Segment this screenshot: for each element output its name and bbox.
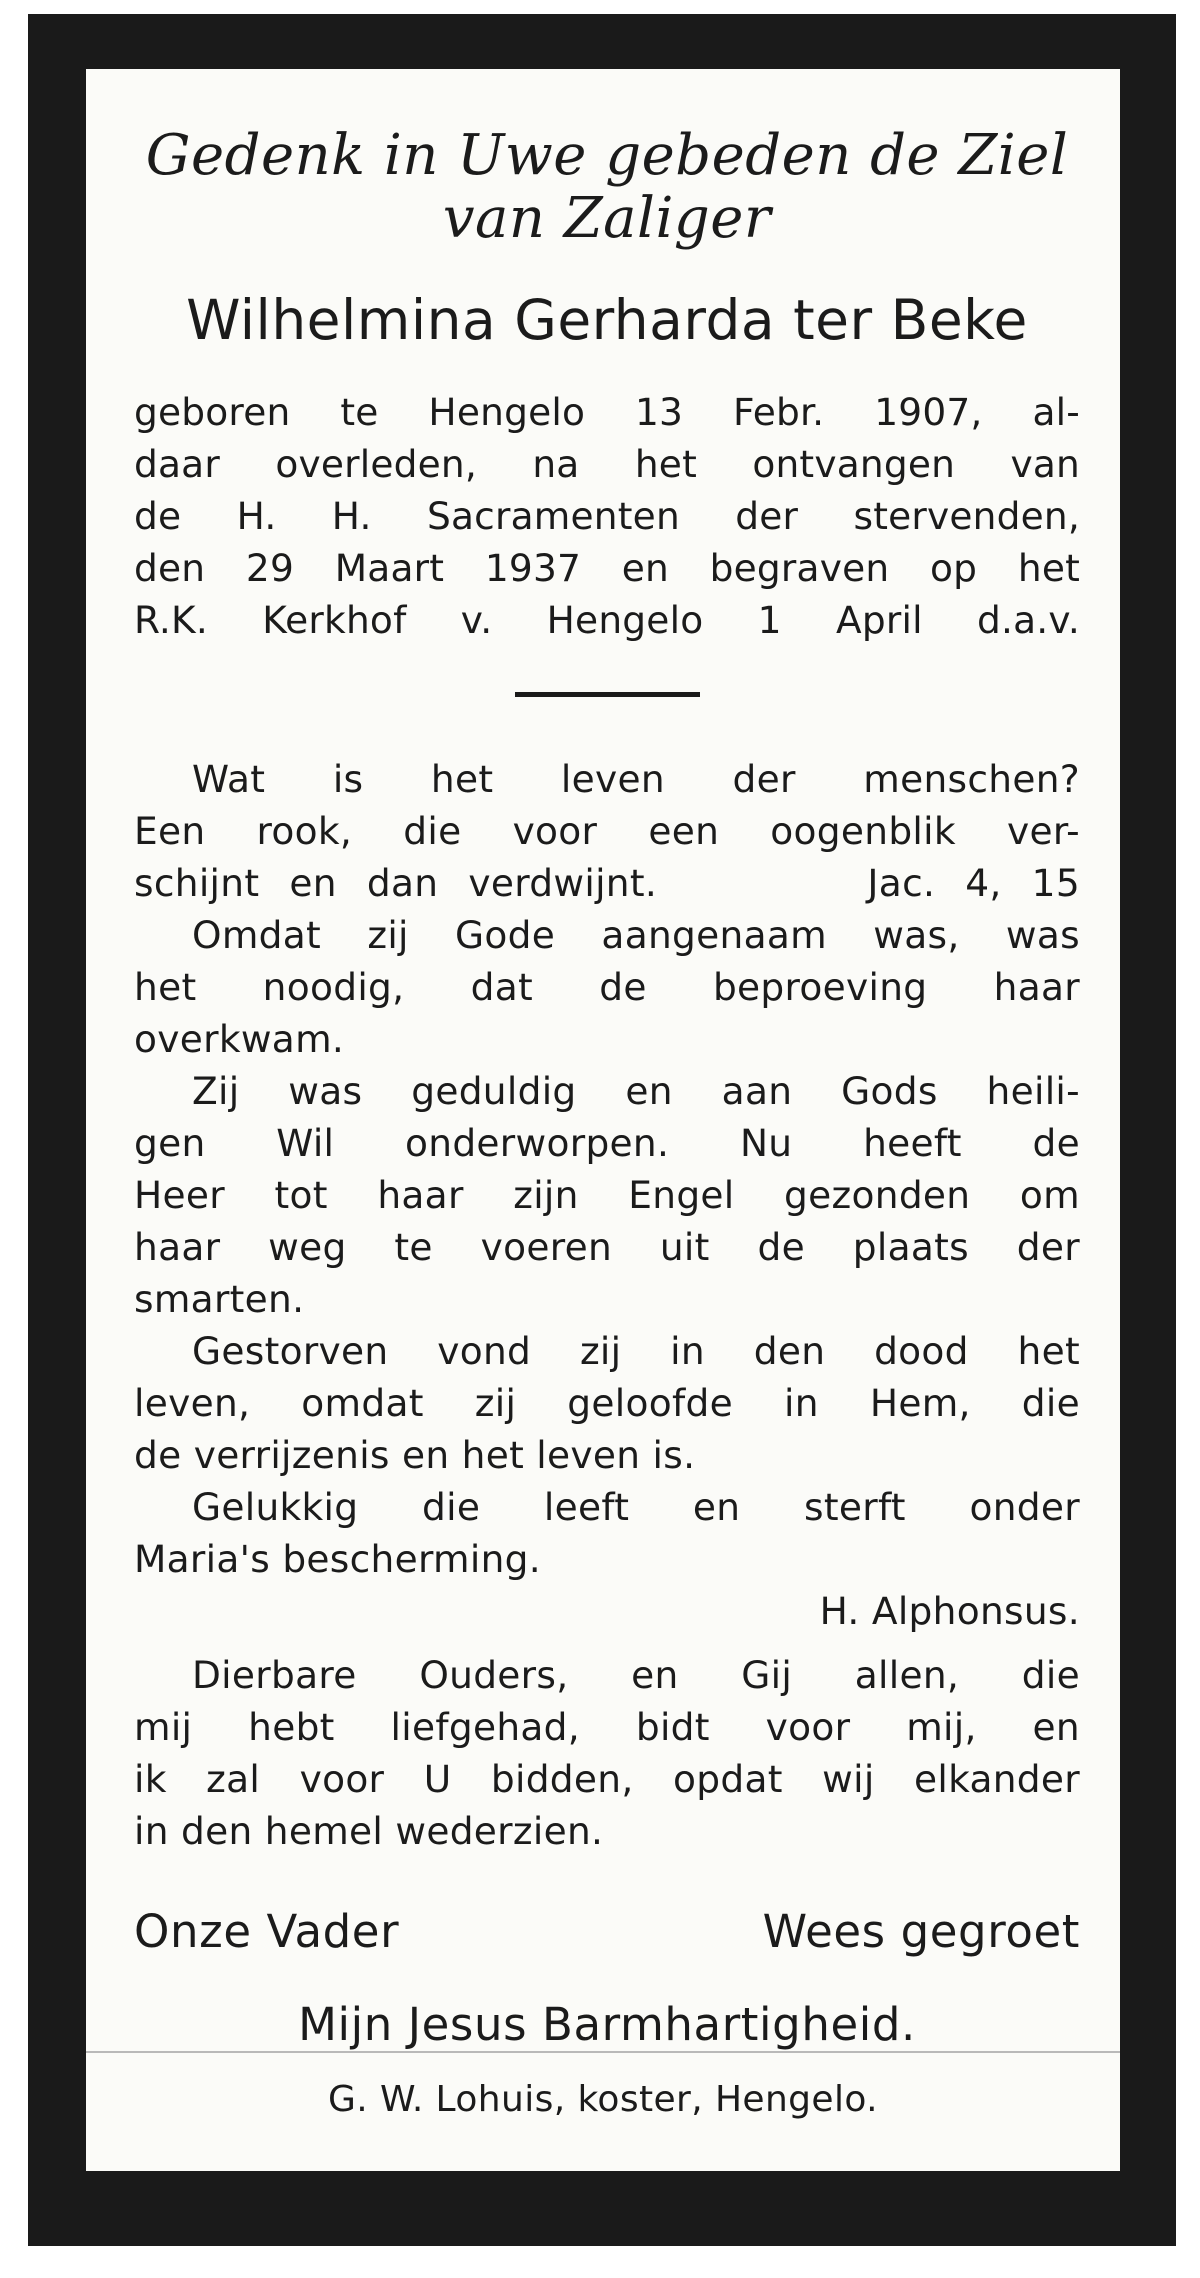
bio-line: den 29 Maart 1937 en begraven op het: [134, 546, 1080, 591]
meditation-line: ik zal voor U bidden, opdat wij elkander: [134, 1757, 1080, 1802]
printer-credit: G. W. Lohuis, koster, Hengelo.: [327, 2079, 879, 2120]
card-body: [86, 69, 1120, 2171]
prayer-our-father: Onze Vader: [134, 1905, 400, 1959]
bio-line: geboren te Hengelo 13 Febr. 1907, al-: [134, 390, 1080, 435]
meditation-line: Maria's bescherming.: [134, 1537, 541, 1582]
bio-line: daar overleden, na het ontvangen van: [134, 442, 1080, 487]
meditation-line: Zij was geduldig en aan Gods heili-: [192, 1069, 1080, 1114]
meditation-line: Omdat zij Gode aangenaam was, was: [192, 913, 1080, 958]
meditation-line: gen Wil onderworpen. Nu heeft de: [134, 1121, 1080, 1166]
meditation-line: Wat is het leven der menschen?: [192, 757, 1080, 802]
deceased-name: Wilhelmina Gerharda ter Beke: [186, 288, 1028, 353]
bio-line: de H. H. Sacramenten der stervenden,: [134, 494, 1080, 539]
meditation-line: smarten.: [134, 1277, 305, 1322]
meditation-line: Dierbare Ouders, en Gij allen, die: [192, 1653, 1080, 1698]
biography: [134, 386, 1080, 646]
meditation-line: Heer tot haar zijn Engel gezonden om: [134, 1173, 1080, 1218]
meditation-line: schijnt en dan verdwijnt. Jac. 4, 15: [134, 861, 1080, 906]
meditation-line: de verrijzenis en het leven is.: [134, 1433, 696, 1478]
meditation-line: mij hebt liefgehad, bidt voor mij, en: [134, 1705, 1080, 1750]
prayer-row: [134, 1905, 1080, 1958]
meditation-line: haar weg te voeren uit de plaats der: [134, 1225, 1080, 1270]
prayer-hail-mary: Wees gegroet: [762, 1905, 1080, 1959]
footer-divider: [86, 2051, 1120, 2053]
meditation-line: Een rook, die voor een oogenblik ver-: [134, 809, 1080, 854]
meditation-line: het noodig, dat de beproeving haar: [134, 965, 1080, 1010]
meditation-line: overkwam.: [134, 1017, 345, 1062]
meditation-line: leven, omdat zij geloofde in Hem, die: [134, 1381, 1080, 1426]
mourning-card: [28, 14, 1176, 2246]
meditation-text: [134, 753, 1080, 1857]
quote-attribution: H. Alphonsus.: [819, 1589, 1080, 1634]
heading-line-2: van Zaliger: [442, 185, 772, 251]
heading-line-1: Gedenk in Uwe gebeden de Ziel: [145, 123, 1069, 188]
divider-rule: [515, 692, 700, 697]
bio-line: R.K. Kerkhof v. Hengelo 1 April d.a.v.: [134, 598, 1080, 643]
prayer-mercy: Mijn Jesus Barmhartigheid.: [298, 1998, 916, 2052]
meditation-line: in den hemel wederzien.: [134, 1809, 604, 1854]
meditation-line: Gelukkig die leeft en sterft onder: [192, 1485, 1080, 1530]
meditation-line: Gestorven vond zij in den dood het: [192, 1329, 1080, 1374]
